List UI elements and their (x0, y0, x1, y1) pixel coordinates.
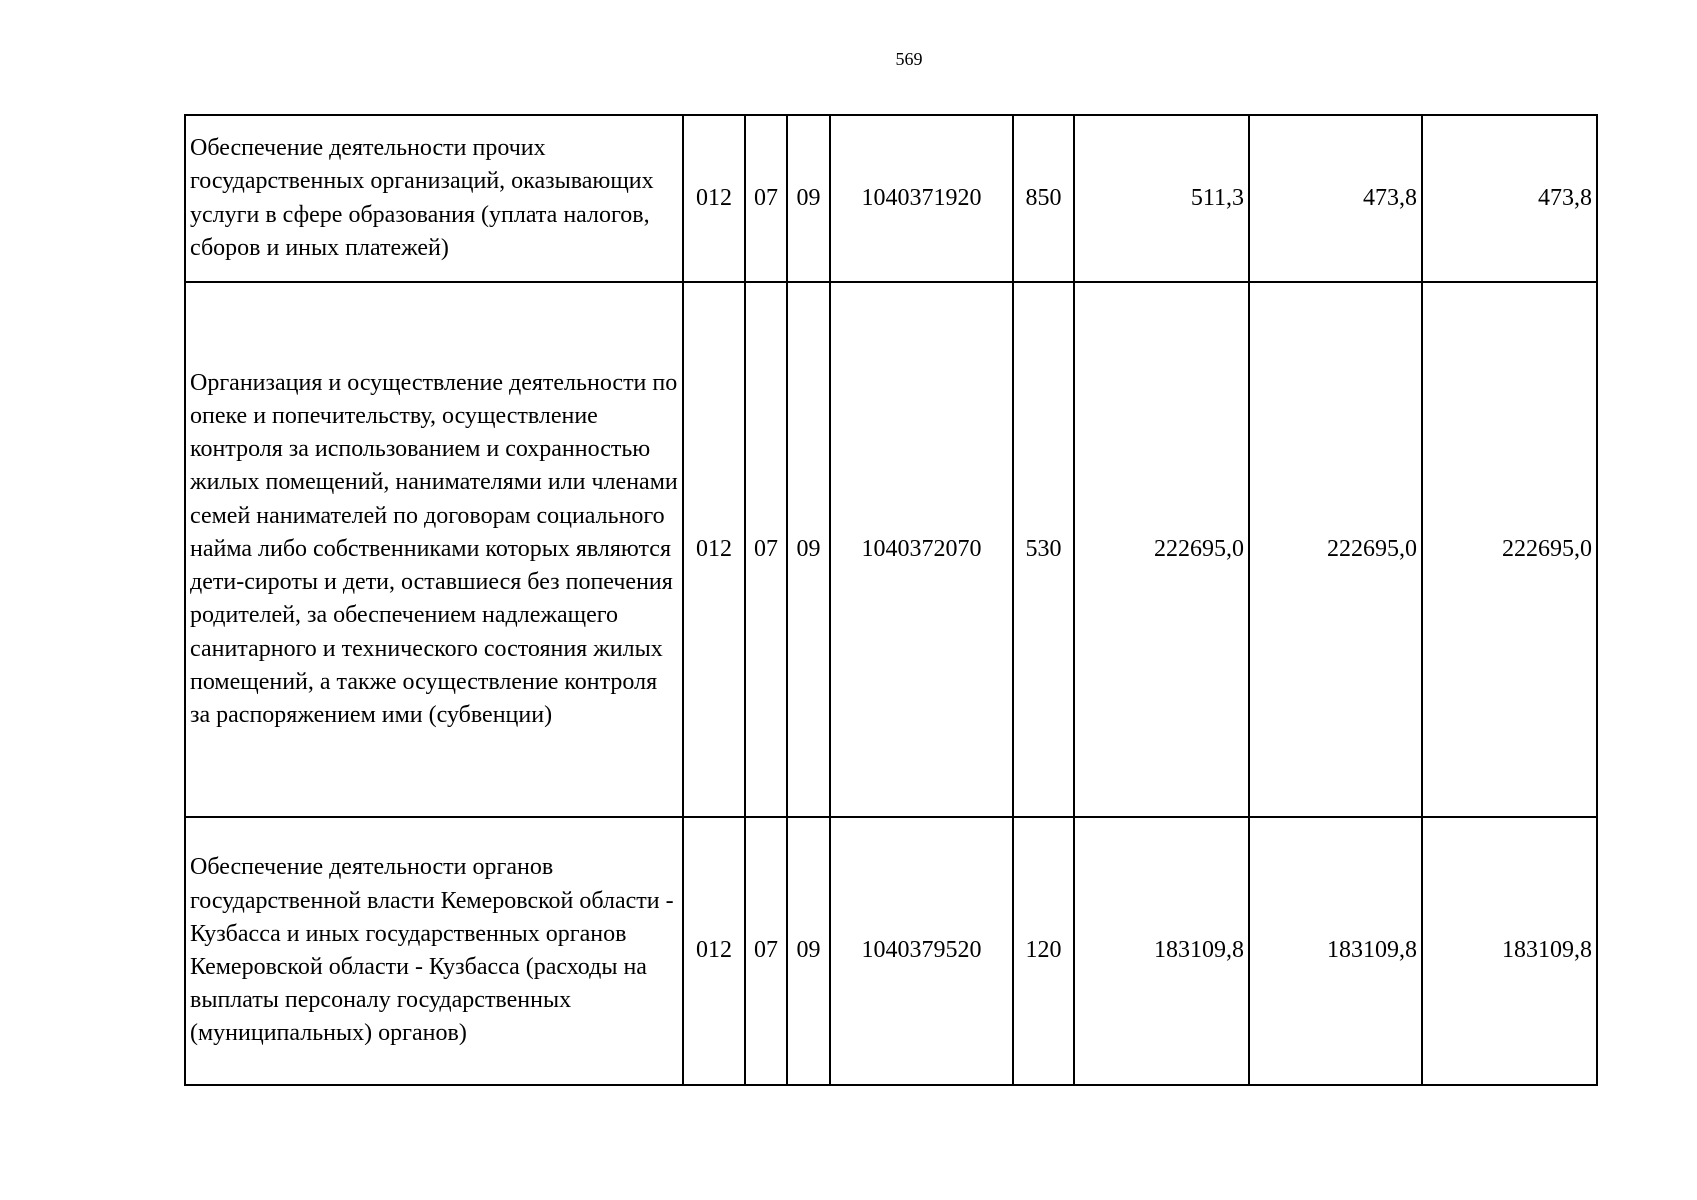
amount-2-cell: 183109,8 (1249, 817, 1422, 1085)
table-row (185, 817, 1597, 1085)
page-number: 569 (895, 49, 923, 69)
section-code-cell: 07 (745, 115, 787, 282)
target-article-cell: 1040379520 (830, 817, 1013, 1085)
expense-type-cell: 530 (1013, 282, 1074, 817)
subsection-code-cell: 09 (787, 817, 830, 1085)
amount-1-cell: 183109,8 (1074, 817, 1249, 1085)
section-code-cell: 07 (745, 282, 787, 817)
target-article-cell: 1040371920 (830, 115, 1013, 282)
budget-table (184, 114, 1598, 1086)
description-cell: Организация и осуществление деятельности по опеке и попечительству, осуществление контроля за использованием и сохранностью жилых помещений, нанимателями или членами семей нанимателей по договорам социального найма либо собственниками которых являются дети-сироты и дети, оставшиеся без попечения родителей, за обеспечением надлежащего санитарного и технического состояния жилых помещений, а также осуществление контроля за распоряжением ими (субвенции) (185, 282, 683, 817)
amount-1-cell: 511,3 (1074, 115, 1249, 282)
amount-3-cell: 473,8 (1422, 115, 1597, 282)
subsection-code-cell: 09 (787, 115, 830, 282)
table-row (185, 115, 1597, 282)
target-article-cell: 1040372070 (830, 282, 1013, 817)
amount-2-cell: 473,8 (1249, 115, 1422, 282)
ministry-code-cell: 012 (683, 817, 745, 1085)
amount-3-cell: 183109,8 (1422, 817, 1597, 1085)
description-cell: Обеспечение деятельности прочих государственных организаций, оказывающих услуги в сфере образования (уплата налогов, сборов и иных платежей) (185, 115, 683, 282)
expense-type-cell: 120 (1013, 817, 1074, 1085)
section-code-cell: 07 (745, 817, 787, 1085)
amount-1-cell: 222695,0 (1074, 282, 1249, 817)
ministry-code-cell: 012 (683, 115, 745, 282)
expense-type-cell: 850 (1013, 115, 1074, 282)
amount-2-cell: 222695,0 (1249, 282, 1422, 817)
description-cell: Обеспечение деятельности органов государственной власти Кемеровской области - Кузбасса и иных государственных органов Кемеровской области - Кузбасса (расходы на выплаты персоналу государственных (муниципальных) органов) (185, 817, 683, 1085)
table-row (185, 282, 1597, 817)
ministry-code-cell: 012 (683, 282, 745, 817)
amount-3-cell: 222695,0 (1422, 282, 1597, 817)
subsection-code-cell: 09 (787, 282, 830, 817)
